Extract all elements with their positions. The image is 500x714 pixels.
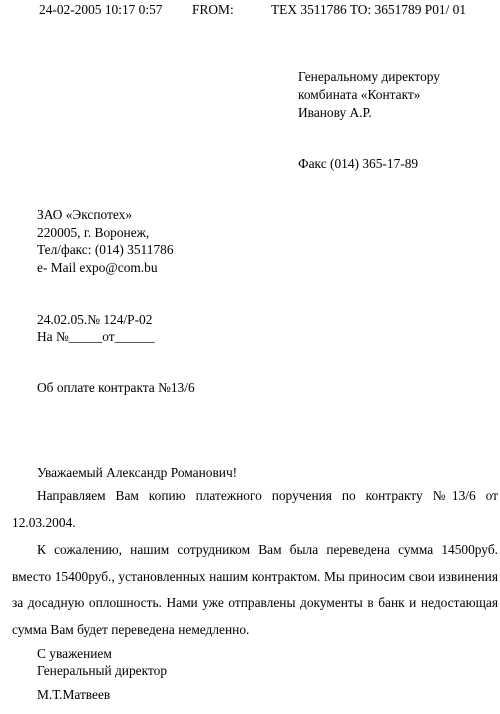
sender-block bbox=[37, 206, 174, 277]
fax-from-label: FROM: bbox=[192, 2, 234, 17]
sender-phone: Тел/факс: (014) 3511786 bbox=[37, 242, 174, 258]
sender-email: e- Mail expo@com.bu bbox=[37, 260, 158, 276]
sender-company: ЗАО «Экспотех» bbox=[37, 207, 133, 222]
body-paragraph-1: Направляем Вам копию платежного поручения по контракту №13/6 от 12.03.2004. bbox=[12, 488, 498, 530]
recipient-block bbox=[298, 68, 440, 122]
signer-name: М.Т.Матвеев bbox=[37, 687, 111, 702]
reference-block bbox=[37, 311, 155, 345]
letter-greeting: Уважаемый Александр Романович! bbox=[37, 465, 238, 480]
fax-datetime: 24-02-2005 10:17 0:57 bbox=[39, 2, 163, 17]
recipient-line-2: комбината «Контакт» bbox=[298, 87, 421, 102]
body-paragraph-2: К сожалению, нашим сотрудником Вам была переведена сумма 14500руб. вместо 15400руб., установленных нашим контрактом. Мы приносим свои извинения за досадную оплошность. Нами уже отправлены документы в банк и недостающая сумма Вам будет переведена немедленно. bbox=[12, 542, 498, 637]
recipient-line-1: Генеральному директору bbox=[298, 69, 440, 84]
letter-subject: Об оплате контракта №13/6 bbox=[37, 380, 195, 395]
sender-address: 220005, г. Воронеж, bbox=[37, 224, 150, 240]
recipient-fax-number: Факс (014) 365-17-89 bbox=[298, 156, 419, 171]
reply-to-number: На №_____от______ bbox=[37, 329, 155, 344]
closing-block bbox=[37, 645, 167, 679]
closing-regards: С уважением bbox=[37, 646, 112, 661]
recipient-line-3: Иванову А.Р. bbox=[298, 105, 372, 120]
fax-tex-info: TEX 3511786 TO: 3651789 P01/ 01 bbox=[271, 2, 467, 17]
closing-title: Генеральный директор bbox=[37, 663, 168, 678]
outgoing-number: 24.02.05.№ 124/Р-02 bbox=[37, 312, 153, 327]
fax-transmission-header bbox=[12, 1, 498, 18]
